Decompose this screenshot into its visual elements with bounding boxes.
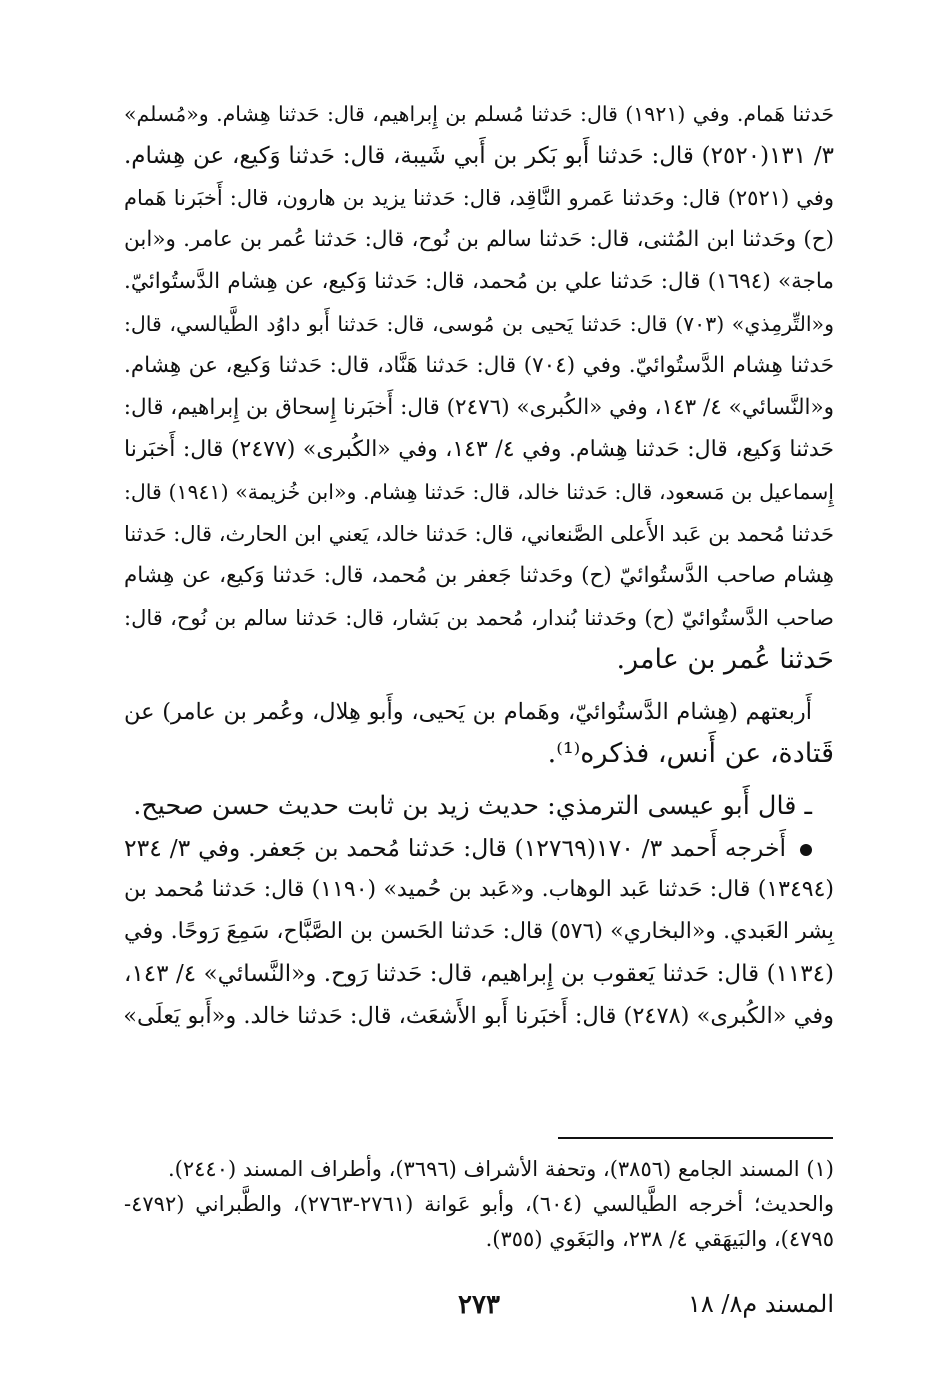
text-line: (ح) وحَدثنا ابن المُثنى، قال: حَدثنا سالم بن نُوح، قال: حَدثنا عُمر بن عامر. و«ابن [124,227,834,252]
text-line: و«التِّرمِذي» (٧٠٣) قال: حَدثنا يَحيى بن مُوسى، قال: حَدثنا أَبو داوُد الطَّيالسي، قال: [124,312,834,336]
volume-signature: المسند م٨/ ١٨ [688,1290,834,1318]
takhrij-line: بِشر العَبدي. و«البخاري» (٥٧٦) قال: حَدثنا الحَسن بن الصَّبَّاح، سَمِعَ رَوحًا. وفي [124,919,834,944]
text-line: حَدثنا هَمام. وفي (١٩٢١) قال: حَدثنا مُسلم بن إِبراهيم، قال: حَدثنا هِشام. و«مُسلم» [124,102,834,126]
footnotes [124,1152,834,1257]
page-footer [124,1290,834,1330]
text-line: صاحب الدَّستُوائيّ (ح) وحَدثنا بُندار، مُحمد بن بَشار، قال: حَدثنا سالم بن نُوح، قال: [124,606,834,630]
main-text [124,93,834,1037]
text-line: هِشام صاحب الدَّستُوائيّ (ح) وحَدثنا جَعفر بن مُحمد، قال: حَدثنا وَكيع، عن هِشام [124,563,834,588]
text-line: حَدثنا وَكيع، قال: حَدثنا هِشام. وفي ٤/ ١٤٣، وفي «الكُبرى» (٢٤٧٧) قال: أَخبَرنا [124,437,834,462]
text-line: ٣/ ١٣١(٢٥٢٠) قال: حَدثنا أَبو بَكر بن أَبي شَيبة، قال: حَدثنا وَكيع، عن هِشام. [124,143,834,169]
takhrij-text: أَخرجه أَحمد ٣/ ١٧٠(١٢٧٦٩) قال: حَدثنا مُحمد بن جَعفر. وفي ٣/ ٢٣٤ [124,834,787,862]
text-line: ماجة» (١٦٩٤) قال: حَدثنا علي بن مُحمد، قال: حَدثنا وَكيع، عن هِشام الدَّستُوائيّ. [124,269,834,294]
takhrij-line: (١٣٤٩٤) قال: حَدثنا عَبد الوهاب. و«عَبد بن حُميد» (١١٩٠) قال: حَدثنا مُحمد بن [124,877,835,902]
text-line: إِسماعيل بن مَسعود، قال: حَدثنا خالد، قال: حَدثنا هِشام. و«ابن خُزيمة» (١٩٤١) قال: [124,480,834,504]
takhrij-line: (١١٣٤) قال: حَدثنا يَعقوب بن إِبراهيم، قال: حَدثنا رَوح. و«النَّسائي» ٤/ ١٤٣، [124,961,834,987]
footnote-line: (١) المسند الجامع (٣٨٥٦)، وتحفة الأشراف (٣٦٩٦)، وأطراف المسند (٢٤٤٠). [168,1157,834,1181]
text-line: حَدثنا عُمر بن عامر. [616,644,834,675]
text-line: حَدثنا مُحمد بن عَبد الأَعلى الصَّنعاني، قال: حَدثنا خالد، يَعني ابن الحارث، قال: حَدثنا [124,522,834,546]
footnote-line: ٤٧٩٥)، والبَيهَقي ٤/ ٢٣٨، والبَغَوي (٣٥٥). [485,1227,834,1251]
text-line: حَدثنا هِشام الدَّستُوائيّ. وفي (٧٠٤) قال: حَدثنا هَنَّاد، قال: حَدثنا وَكيع، عن هِشام. [124,353,834,378]
tirmidhi-verdict: ـ قال أَبو عيسى الترمذي: حديث زيد بن ثابت حديث حسن صحيح. [133,791,812,821]
paragraph-line: أَربعتهم (هِشام الدَّستُوائيّ، وهَمام بن يَحيى، وأَبو هِلال، وعُمر بن عامر) عن [124,699,812,725]
bullet-icon [800,844,812,856]
paragraph-line: قَتادة، عن أَنس، فذكره⁽¹⁾. [547,738,834,769]
text-line: و«النَّسائي» ٤/ ١٤٣، وفي «الكُبرى» (٢٤٧٦) قال: أَخبَرنا إِسحاق بن إِبراهيم، قال: [123,395,834,420]
footnote-line: والحديث؛ أخرجه الطَّيالسي (٦٠٤)، وأبو عَوانة (٢٧٦١-٢٧٦٣)، والطَّبراني (٤٧٩٢- [124,1192,834,1216]
footnote-divider [558,1137,833,1139]
takhrij-line [124,827,834,869]
page-number: ٢٧٣ [458,1290,500,1320]
takhrij-line: وفي «الكُبرى» (٢٤٧٨) قال: أَخبَرنا أَبو الأَشعَث، قال: حَدثنا خالد. و«أَبو يَعلَى» [123,1003,834,1029]
text-line: وفي (٢٥٢١) قال: وحَدثنا عَمرو النَّاقِد، قال: حَدثنا يزيد بن هارون، قال: أَخبَرنا هَمام [124,186,834,210]
